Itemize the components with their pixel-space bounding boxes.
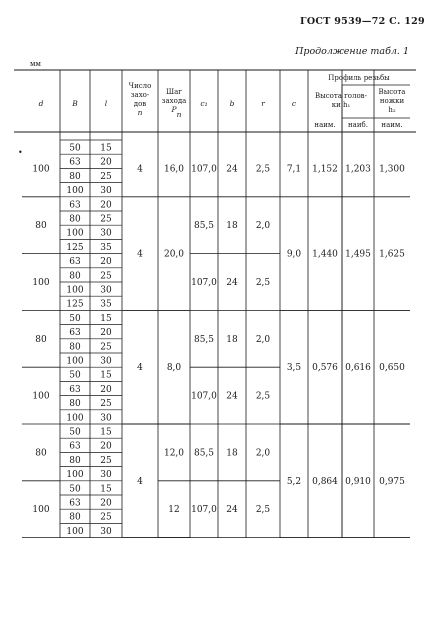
c-value: 7,1 (286, 164, 302, 175)
B-value: 50 (69, 313, 81, 324)
col-header-max: наиб. (348, 121, 368, 129)
col-header-n: захо- (130, 91, 150, 99)
h2-value: 1,625 (379, 249, 405, 260)
pn-value: 16,0 (163, 164, 185, 175)
B-value: 80 (69, 214, 81, 225)
B-value: 63 (69, 157, 81, 168)
r-value: 2,5 (255, 505, 271, 516)
pn-value: 12 (168, 505, 180, 516)
B-value: 125 (66, 242, 84, 253)
h1-min-value: 1,152 (312, 164, 338, 175)
col-header-l: l (104, 99, 108, 108)
l-value: 20 (100, 257, 112, 268)
h1-max-value: 0,910 (345, 476, 371, 487)
l-value: 15 (100, 484, 112, 495)
l-value: 35 (100, 242, 112, 253)
B-value: 80 (69, 399, 81, 410)
b-value: 18 (226, 334, 238, 345)
B-value: 63 (69, 498, 81, 509)
col-header-profile: Профиль резьбы (328, 74, 390, 82)
col-header-min2: наим. (381, 121, 403, 129)
r-value: 2,5 (255, 164, 271, 175)
d-value: 80 (35, 334, 47, 345)
c-value: 5,2 (286, 476, 302, 487)
B-value: 63 (69, 441, 81, 452)
col-header-r: r (261, 99, 265, 108)
pn-value: 20,0 (163, 249, 185, 260)
c1-value: 85,5 (193, 448, 215, 459)
col-header-b: b (229, 99, 235, 108)
d-value: 100 (32, 278, 50, 288)
b-value: 24 (226, 278, 238, 288)
l-value: 20 (100, 157, 112, 168)
n-value: 4 (137, 476, 143, 487)
col-header-h1: Высота голов- (315, 92, 367, 100)
table-continuation-label: Продолжение табл. 1 (295, 46, 409, 57)
l-value: 20 (100, 200, 112, 211)
d-value: 100 (32, 164, 50, 175)
l-value: 25 (100, 214, 112, 225)
n-value: 4 (137, 249, 143, 260)
h2-value: 0,975 (379, 476, 405, 487)
B-value: 100 (66, 356, 84, 367)
col-header-B: B (72, 99, 78, 108)
B-value: 125 (66, 299, 84, 310)
B-value: 100 (66, 526, 84, 537)
b-value: 24 (226, 505, 238, 516)
B-value: 100 (66, 413, 84, 424)
l-value: 25 (100, 271, 112, 282)
h2-value: 1,300 (379, 164, 405, 175)
B-value: 63 (69, 384, 81, 395)
h1-min-value: 0,864 (312, 476, 338, 487)
n-value: 4 (137, 164, 143, 175)
c1-value: 107,0 (191, 505, 217, 516)
l-value: 30 (100, 526, 112, 537)
col-header-h1: ки h₁ (331, 101, 351, 109)
c-value: 3,5 (286, 363, 302, 374)
col-header-pn: n (176, 110, 182, 119)
B-value: 100 (66, 470, 84, 481)
l-value: 15 (100, 370, 112, 381)
l-value: 15 (100, 427, 112, 438)
col-header-h2: Высота (378, 88, 406, 96)
B-value: 50 (69, 427, 81, 438)
l-value: 20 (100, 384, 112, 395)
col-header-pn: Шаг (166, 88, 182, 96)
B-value: 80 (69, 342, 81, 353)
h1-min-value: 0,576 (312, 363, 338, 374)
r-value: 2,0 (255, 448, 271, 459)
l-value: 25 (100, 171, 112, 182)
col-header-n: n (137, 108, 143, 117)
B-value: 50 (69, 484, 81, 495)
n-value: 4 (137, 363, 143, 374)
c1-value: 85,5 (193, 334, 215, 345)
col-header-min: наим. (314, 121, 336, 129)
B-value: 63 (69, 328, 81, 339)
B-value: 100 (66, 285, 84, 296)
r-value: 2,0 (255, 334, 271, 345)
B-value: 80 (69, 171, 81, 182)
B-value: 80 (69, 455, 81, 466)
l-value: 15 (100, 143, 112, 154)
margin-mark: • (18, 148, 23, 157)
h1-max-value: 1,203 (345, 164, 371, 175)
col-header-d: d (38, 99, 44, 108)
h1-max-value: 1,495 (345, 249, 371, 260)
B-value: 80 (69, 271, 81, 282)
pn-value: 12,0 (163, 448, 185, 459)
B-value: 100 (66, 186, 84, 197)
col-header-h2: ножки (379, 97, 405, 105)
document-header: ГОСТ 9539—72 С. 129 (300, 16, 425, 27)
c1-value: 85,5 (193, 221, 215, 232)
h2-value: 0,650 (379, 363, 405, 374)
col-header-c1: c₁ (200, 99, 208, 108)
col-header-pn: P (171, 105, 177, 114)
B-value: 50 (69, 143, 81, 154)
B-value: 50 (69, 370, 81, 381)
c1-value: 107,0 (191, 391, 217, 402)
c1-value: 107,0 (191, 278, 217, 288)
c-value: 9,0 (286, 249, 302, 260)
col-header-n: дов (133, 100, 147, 108)
unit-label: мм (30, 60, 41, 68)
B-value: 63 (69, 200, 81, 211)
c1-value: 107,0 (191, 164, 217, 175)
l-value: 30 (100, 356, 112, 367)
r-value: 2,5 (255, 391, 271, 402)
l-value: 15 (100, 313, 112, 324)
B-value: 80 (69, 512, 81, 523)
l-value: 30 (100, 413, 112, 424)
l-value: 20 (100, 498, 112, 509)
l-value: 20 (100, 441, 112, 452)
b-value: 18 (226, 221, 238, 232)
h1-max-value: 0,616 (345, 363, 371, 374)
col-header-pn: захода (161, 97, 187, 105)
l-value: 30 (100, 228, 112, 239)
l-value: 20 (100, 328, 112, 339)
d-value: 100 (32, 505, 50, 516)
b-value: 24 (226, 391, 238, 402)
d-value: 100 (32, 391, 50, 402)
l-value: 25 (100, 399, 112, 410)
l-value: 25 (100, 512, 112, 523)
d-value: 80 (35, 448, 47, 459)
b-value: 24 (226, 164, 238, 175)
l-value: 25 (100, 342, 112, 353)
b-value: 18 (226, 448, 238, 459)
l-value: 35 (100, 299, 112, 310)
pn-value: 8,0 (166, 363, 182, 374)
r-value: 2,5 (255, 278, 271, 288)
B-value: 63 (69, 257, 81, 268)
col-header-c: c (291, 99, 297, 108)
h1-min-value: 1,440 (312, 249, 338, 260)
l-value: 30 (100, 186, 112, 197)
d-value: 80 (35, 221, 47, 232)
col-header-n: Число (128, 82, 152, 90)
B-value: 100 (66, 228, 84, 239)
l-value: 30 (100, 285, 112, 296)
r-value: 2,0 (255, 221, 271, 232)
col-header-h2: h₂ (388, 106, 396, 114)
l-value: 30 (100, 470, 112, 481)
l-value: 25 (100, 455, 112, 466)
